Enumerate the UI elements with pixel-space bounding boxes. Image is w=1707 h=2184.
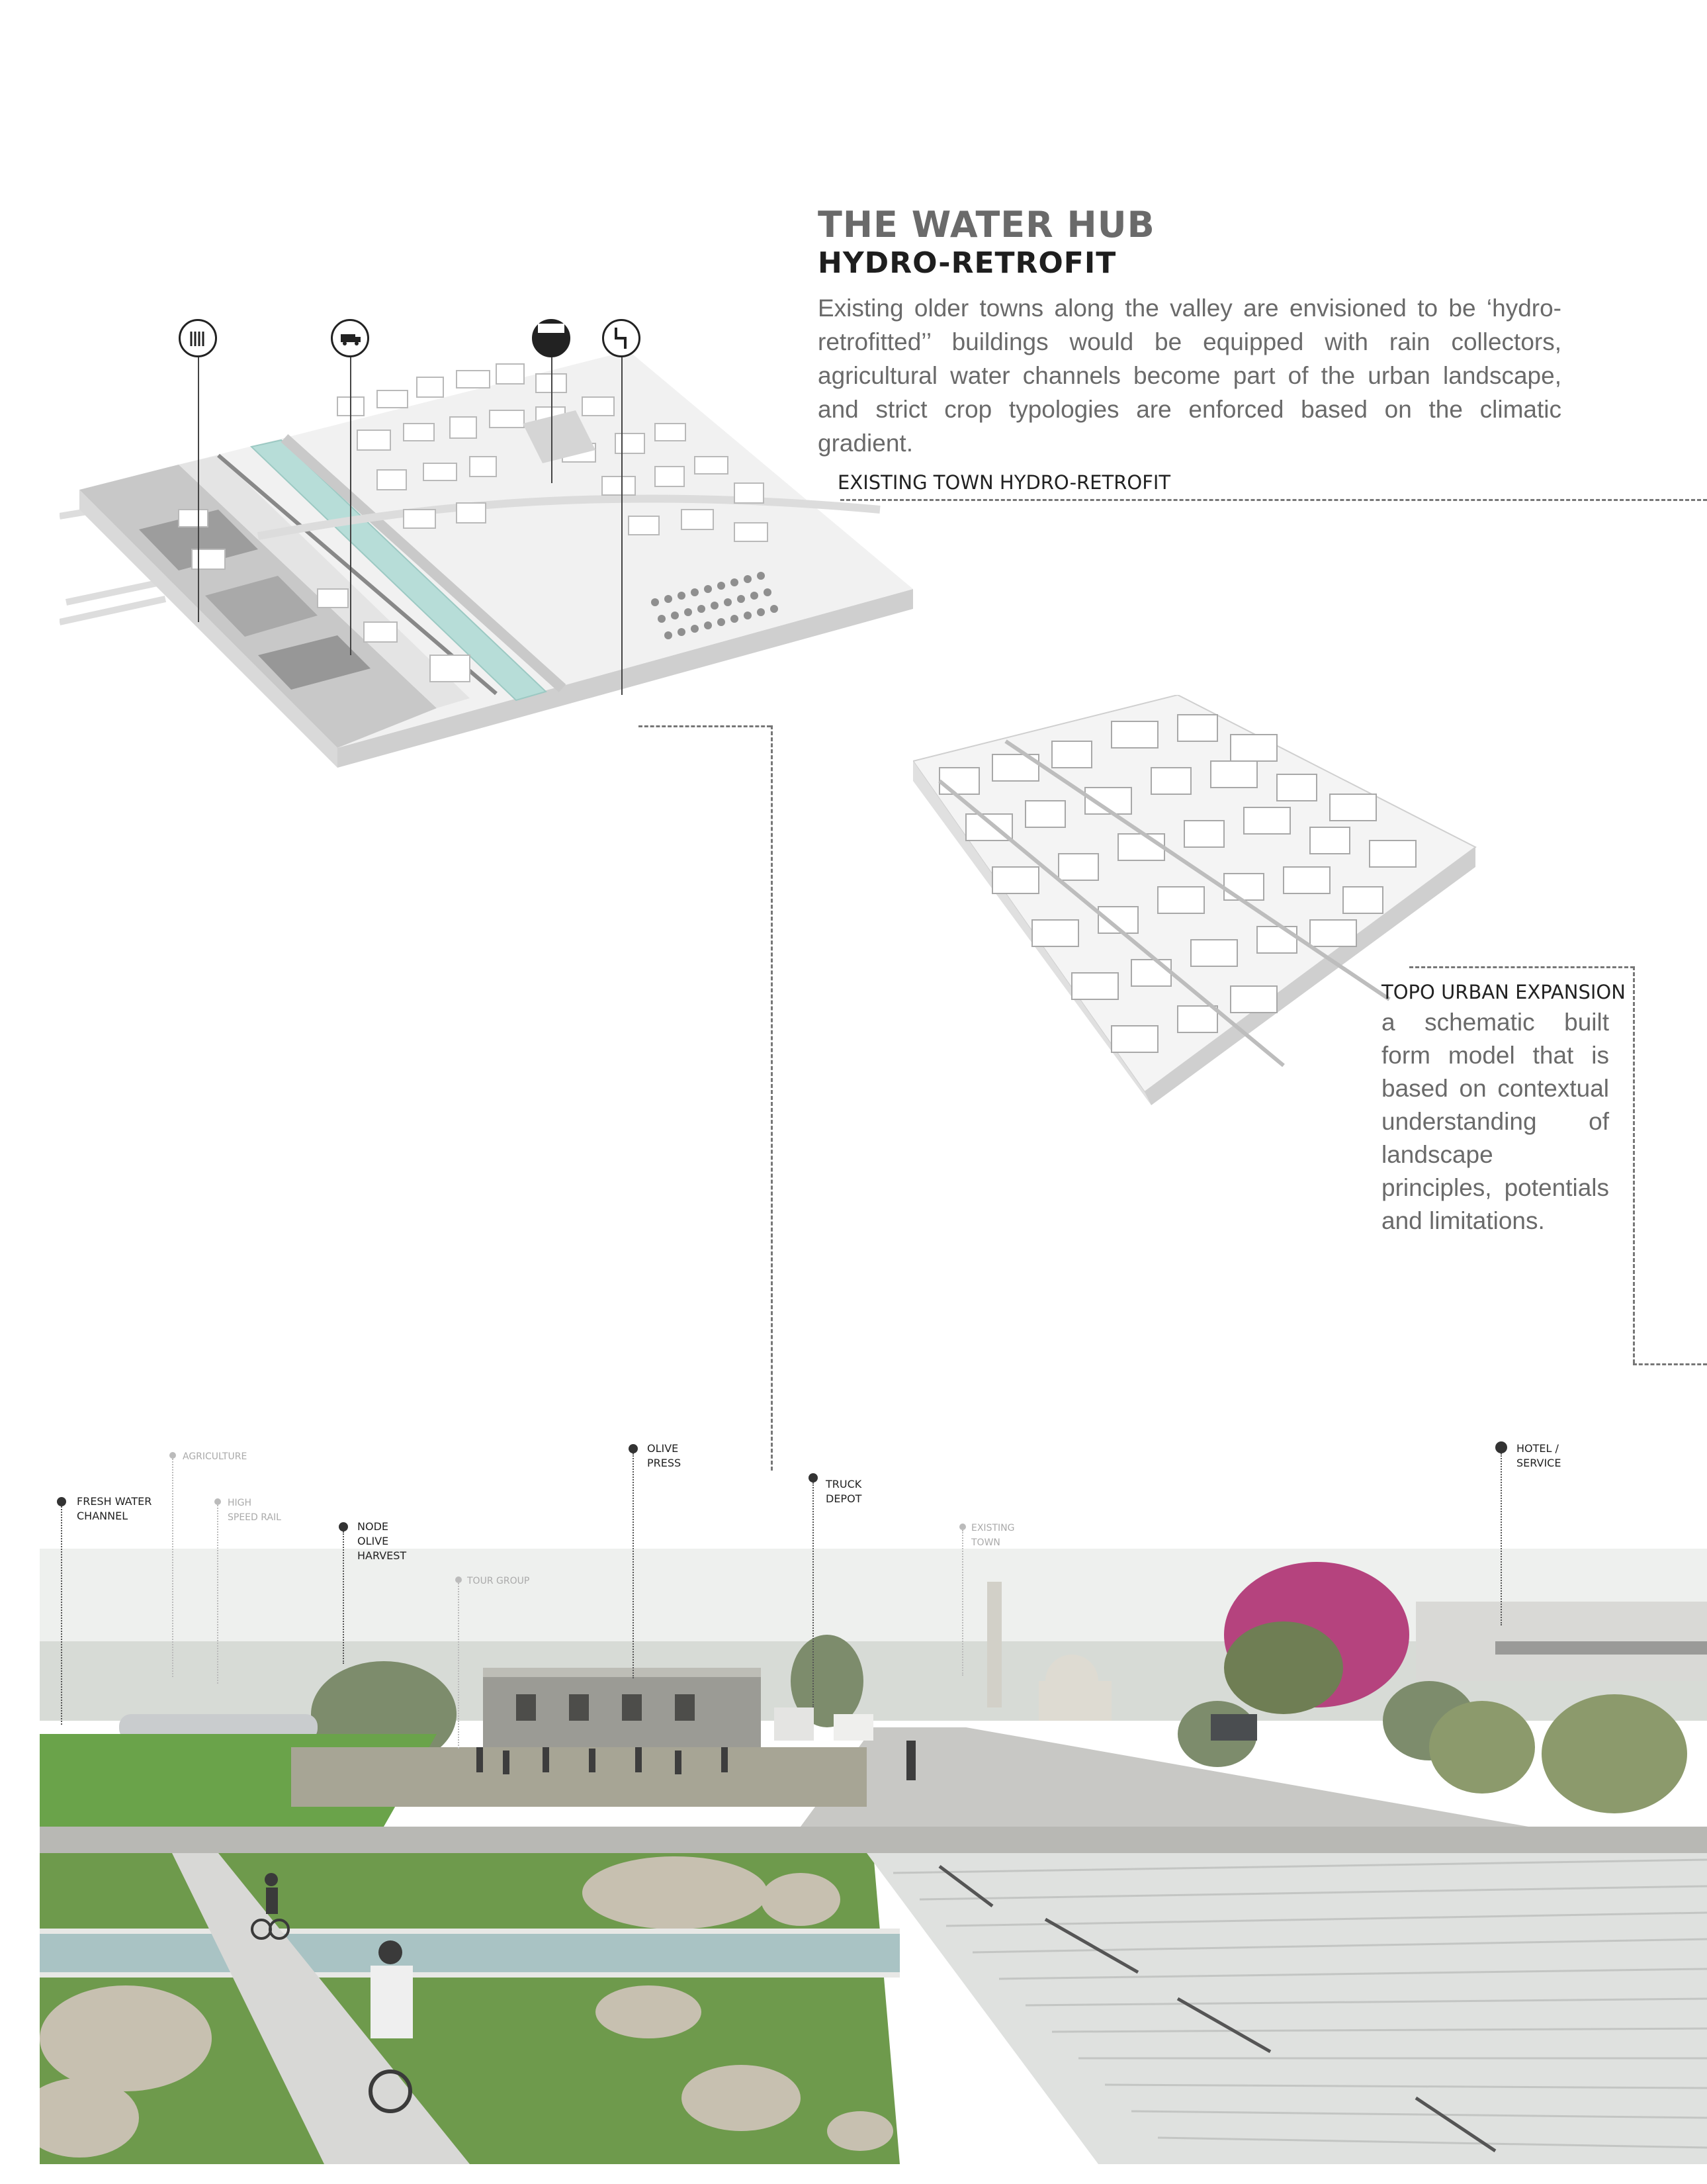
- water-tank-leader-line: [551, 357, 552, 483]
- existing-town-leader: [962, 1530, 963, 1676]
- node-olive-harvest-label: NODE OLIVE HARVEST: [357, 1520, 407, 1562]
- hotel-leader: [1501, 1453, 1502, 1625]
- wheat-leader-line: [198, 357, 199, 622]
- truck-icon: [331, 319, 369, 357]
- water-tank-icon: [532, 319, 570, 357]
- existing-town-marker: [959, 1524, 966, 1530]
- topo-dash-h: [1409, 966, 1634, 968]
- olive-press-leader: [633, 1453, 634, 1678]
- existing-town-axonometric: [60, 311, 940, 920]
- connector-dash-h: [638, 725, 771, 727]
- channel-icon: [602, 319, 640, 357]
- truck-depot-marker: [809, 1473, 818, 1482]
- agriculture-marker: [169, 1452, 176, 1459]
- topo-expansion-label: TOPO URBAN EXPANSION: [1381, 981, 1626, 1003]
- fresh-water-leader: [61, 1506, 62, 1725]
- hotel-marker: [1495, 1441, 1507, 1453]
- fresh-water-label: FRESH WATER CHANNEL: [77, 1495, 152, 1522]
- water-hub-perspective: [40, 1549, 1707, 2164]
- existing-town-dash: [840, 499, 1707, 501]
- wheat-icon: [179, 319, 217, 357]
- topo-dash-v: [1633, 966, 1635, 1363]
- existing-town-label: EXISTING TOWN HYDRO-RETROFIT: [838, 471, 1171, 494]
- node-marker: [339, 1522, 348, 1531]
- page-subtitle: HYDRO-RETROFIT: [818, 246, 1117, 280]
- connector-dash-v: [771, 725, 773, 1471]
- channel-leader-line: [621, 357, 623, 695]
- topo-expansion-description: a schematic built form model that is based on contextual understanding of landscape principles, potentials and limitations.: [1381, 1009, 1609, 1234]
- olive-press-label: OLIVE PRESS: [647, 1442, 681, 1469]
- olive-press-marker: [629, 1444, 638, 1453]
- page-title: THE WATER HUB: [818, 204, 1155, 246]
- truck-leader-line: [350, 357, 351, 655]
- truck-depot-label: TRUCK DEPOT: [826, 1478, 862, 1505]
- tour-group-marker: [455, 1576, 462, 1583]
- tour-group-leader: [458, 1583, 459, 1749]
- high-speed-rail-marker: [214, 1498, 221, 1505]
- agriculture-leader: [172, 1459, 173, 1677]
- hotel-service-label: HOTEL / SERVICE: [1516, 1442, 1561, 1469]
- node-leader: [343, 1531, 344, 1664]
- high-speed-rail-leader: [217, 1505, 218, 1684]
- tour-group-label: TOUR GROUP: [467, 1576, 530, 1586]
- topo-dash-end: [1633, 1363, 1707, 1365]
- fresh-water-marker: [57, 1497, 66, 1506]
- truck-depot-leader: [812, 1482, 814, 1707]
- existing-town-section-label: EXISTING TOWN: [971, 1523, 1015, 1548]
- intro-paragraph: Existing older towns along the valley are envisioned to be ‘hydro-retrofitted’’ buildings would be equipped with rain collectors, agricultural water channels become part of the urban landscape, and strict crop typologies are enforced based on the climatic gradient.: [818, 295, 1561, 457]
- agriculture-label: AGRICULTURE: [183, 1451, 247, 1462]
- high-speed-rail-label: HIGH SPEED RAIL: [228, 1498, 281, 1523]
